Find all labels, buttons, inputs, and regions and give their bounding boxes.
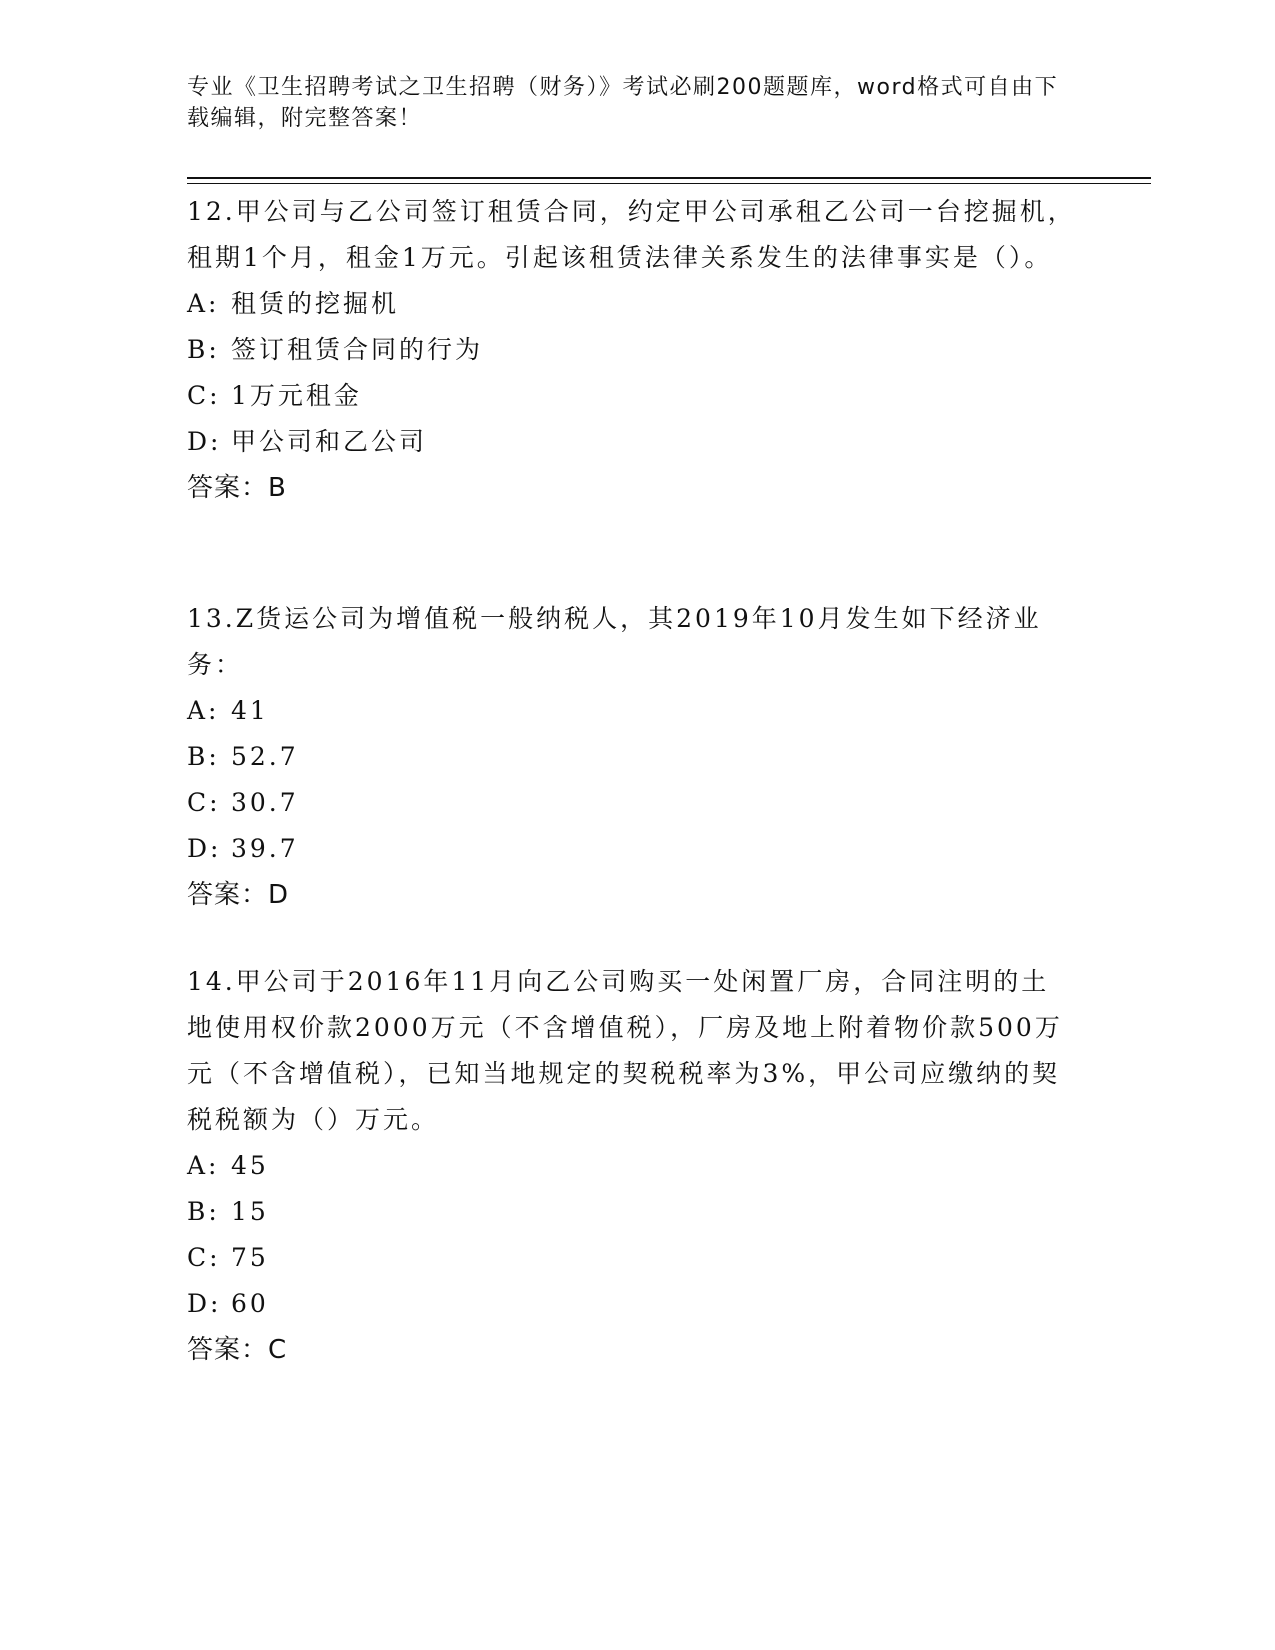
option-a <box>187 1143 1077 1189</box>
option-letter: A: <box>187 1151 220 1180</box>
option-d <box>187 419 1077 465</box>
header-divider-thin <box>187 183 1151 184</box>
option-text: 租赁的挖掘机 <box>231 289 400 318</box>
option-text: 15 <box>231 1197 269 1226</box>
option-c <box>187 373 1077 419</box>
option-c <box>187 1235 1077 1281</box>
question-stem: 13.Z货运公司为增值税一般纳税人，其2019年10月发生如下经济业务： <box>187 604 1042 679</box>
header-divider-thick <box>187 177 1151 179</box>
option-letter: C: <box>187 1243 221 1272</box>
option-text: 39.7 <box>231 834 299 863</box>
option-d <box>187 826 1077 872</box>
option-a <box>187 688 1077 734</box>
option-text: 甲公司和乙公司 <box>231 427 428 456</box>
option-text: 1万元租金 <box>231 381 362 410</box>
option-b <box>187 1189 1077 1235</box>
question-12 <box>187 189 1077 511</box>
option-text: 45 <box>231 1151 269 1180</box>
option-text: 52.7 <box>231 742 299 771</box>
answer-label: 答案：D <box>187 880 290 910</box>
question-stem: 12.甲公司与乙公司签订租赁合同，约定甲公司承租乙公司一台挖掘机，租期1个月，租金1万元。引起该租赁法律关系发生的法律事实是（）。 <box>187 197 1076 272</box>
document-header: 专业《卫生招聘考试之卫生招聘（财务）》考试必刷200题题库，word格式可自由下载编辑，附完整答案！ <box>187 75 1059 131</box>
option-letter: A: <box>187 696 220 725</box>
answer-label: 答案：C <box>187 1335 288 1365</box>
option-b <box>187 327 1077 373</box>
option-c <box>187 780 1077 826</box>
question-13 <box>187 596 1077 918</box>
option-letter: A: <box>187 289 220 318</box>
option-letter: D: <box>187 427 222 456</box>
option-d <box>187 1281 1077 1327</box>
option-letter: B: <box>187 1197 220 1226</box>
option-letter: D: <box>187 834 222 863</box>
option-text: 30.7 <box>231 788 299 817</box>
answer-label: 答案：B <box>187 473 287 503</box>
option-letter: B: <box>187 742 220 771</box>
option-letter: C: <box>187 381 221 410</box>
option-b <box>187 734 1077 780</box>
option-text: 签订租赁合同的行为 <box>231 335 484 364</box>
option-letter: B: <box>187 335 220 364</box>
option-text: 41 <box>231 696 269 725</box>
option-text: 60 <box>231 1289 269 1318</box>
option-a <box>187 281 1077 327</box>
question-stem: 14.甲公司于2016年11月向乙公司购买一处闲置厂房，合同注明的土地使用权价款2000万元（不含增值税），厂房及地上附着物价款500万元（不含增值税），已知当地规定的契税税率为3%，甲公司应缴纳的契税税额为（）万元。 <box>187 967 1063 1134</box>
option-letter: C: <box>187 788 221 817</box>
option-letter: D: <box>187 1289 222 1318</box>
question-14 <box>187 959 1077 1373</box>
option-text: 75 <box>231 1243 269 1272</box>
